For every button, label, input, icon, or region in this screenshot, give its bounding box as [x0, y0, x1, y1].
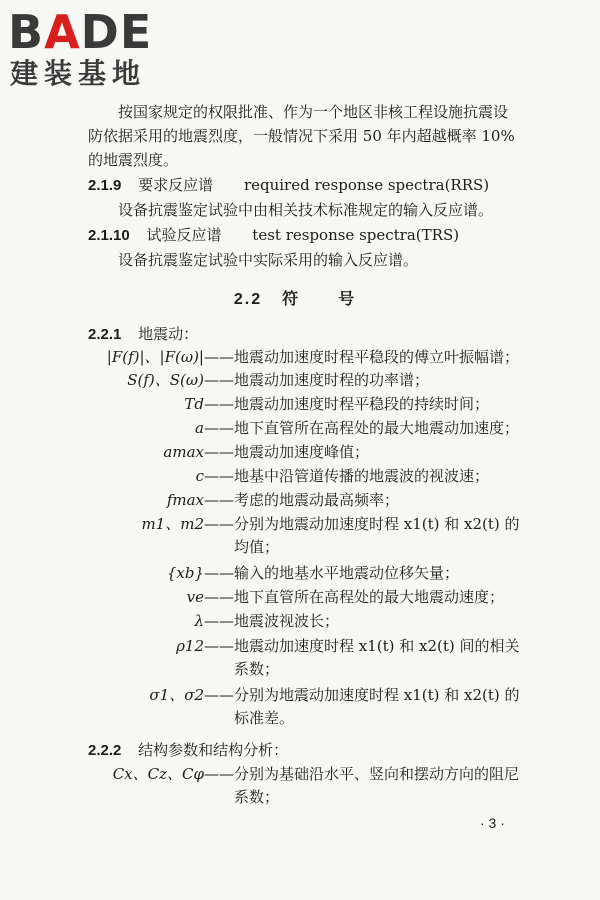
term-en: required response spectra(RRS) — [243, 176, 490, 194]
symbol-description: ——地震动加速度时程的功率谱； — [204, 371, 430, 389]
symbol-notation: amax — [163, 443, 204, 461]
symbol-notation: fmax — [166, 491, 204, 509]
section-number: 2.2.2 — [88, 742, 122, 759]
section-number: 2.1.9 — [88, 177, 122, 194]
symbol-notation: Td — [184, 395, 204, 413]
symbol-notation: λ — [194, 612, 204, 630]
symbol-description: ——地震波视波长； — [204, 612, 340, 630]
section-2-1-10-definition: 设备抗震鉴定试验中实际采用的输入反应谱。 — [118, 251, 419, 269]
symbol-notation: m1、m2 — [141, 515, 204, 533]
symbol-description-continued: 标准差。 — [234, 709, 295, 727]
symbol-description-continued: 系数； — [234, 660, 280, 678]
section-number: 2.2.1 — [88, 326, 122, 343]
symbol-description-continued: 系数； — [234, 788, 280, 806]
symbol-notation: |F(f)|、|F(ω)| — [106, 348, 204, 366]
logo-wordmark: BADE — [8, 5, 153, 59]
symbol-notation: ve — [186, 588, 204, 606]
symbol-notation: ρ12 — [176, 637, 204, 655]
section-2-2-1-heading — [88, 324, 198, 345]
symbol-description: ——地震动加速度时程平稳段的傅立叶振幅谱； — [204, 348, 520, 366]
intro-line-1: 按国家规定的权限批准、作为一个地区非核工程设施抗震设 — [118, 103, 509, 121]
intro-line-2: 防依据采用的地震烈度，一般情况下采用 50 年内超越概率 10% — [88, 127, 515, 145]
symbol-description: ——地震动加速度时程 x1(t) 和 x2(t) 间的相关 — [204, 637, 520, 655]
logo-chinese-name: 建装基地 — [10, 57, 147, 90]
symbol-notation: c — [195, 467, 204, 485]
symbol-notation: {xb} — [166, 564, 204, 582]
section-number: 2.2 — [233, 291, 263, 308]
term-zh: 要求反应谱 — [138, 176, 214, 194]
symbol-notation: S(f)、S(ω) — [127, 371, 204, 389]
section-title: 地震动： — [138, 325, 199, 343]
bade-logo — [8, 6, 178, 90]
section-title: 符 号 — [282, 291, 367, 308]
symbol-description: ——考虑的地震动最高频率； — [204, 491, 400, 509]
page-number: · 3 · — [480, 815, 505, 831]
symbol-description-continued: 均值； — [234, 538, 280, 556]
section-2-1-10-heading — [88, 225, 459, 246]
section-2-2-2-heading — [88, 740, 288, 761]
symbol-description: ——分别为地震动加速度时程 x1(t) 和 x2(t) 的 — [204, 686, 520, 704]
symbol-description: ——地下直管所在高程处的最大地震动加速度； — [204, 419, 520, 437]
symbol-description: ——地震动加速度峰值； — [204, 443, 370, 461]
symbol-description: ——地基中沿管道传播的地震波的视波速； — [204, 467, 490, 485]
section-2-2-title — [0, 286, 600, 309]
symbol-notation: Cx、Cz、Cφ — [112, 765, 204, 783]
section-2-1-9-definition: 设备抗震鉴定试验中由相关技术标准规定的输入反应谱。 — [118, 201, 494, 219]
term-en: test response spectra(TRS) — [252, 226, 460, 244]
symbol-description: ——地下直管所在高程处的最大地震动速度； — [204, 588, 505, 606]
symbol-description: ——分别为地震动加速度时程 x1(t) 和 x2(t) 的 — [204, 515, 520, 533]
section-number: 2.1.10 — [88, 227, 130, 244]
section-title: 结构参数和结构分析： — [138, 741, 289, 759]
intro-line-3: 的地震烈度。 — [88, 151, 179, 169]
symbol-description: ——输入的地基水平地震动位移矢量； — [204, 564, 460, 582]
symbol-notation: σ1、σ2 — [149, 686, 204, 704]
symbol-notation: a — [195, 419, 204, 437]
symbol-description: ——地震动加速度时程平稳段的持续时间； — [204, 395, 490, 413]
symbol-description: ——分别为基础沿水平、竖向和摆动方向的阻尼 — [204, 765, 520, 783]
term-zh: 试验反应谱 — [146, 226, 222, 244]
section-2-1-9-heading — [88, 175, 489, 196]
